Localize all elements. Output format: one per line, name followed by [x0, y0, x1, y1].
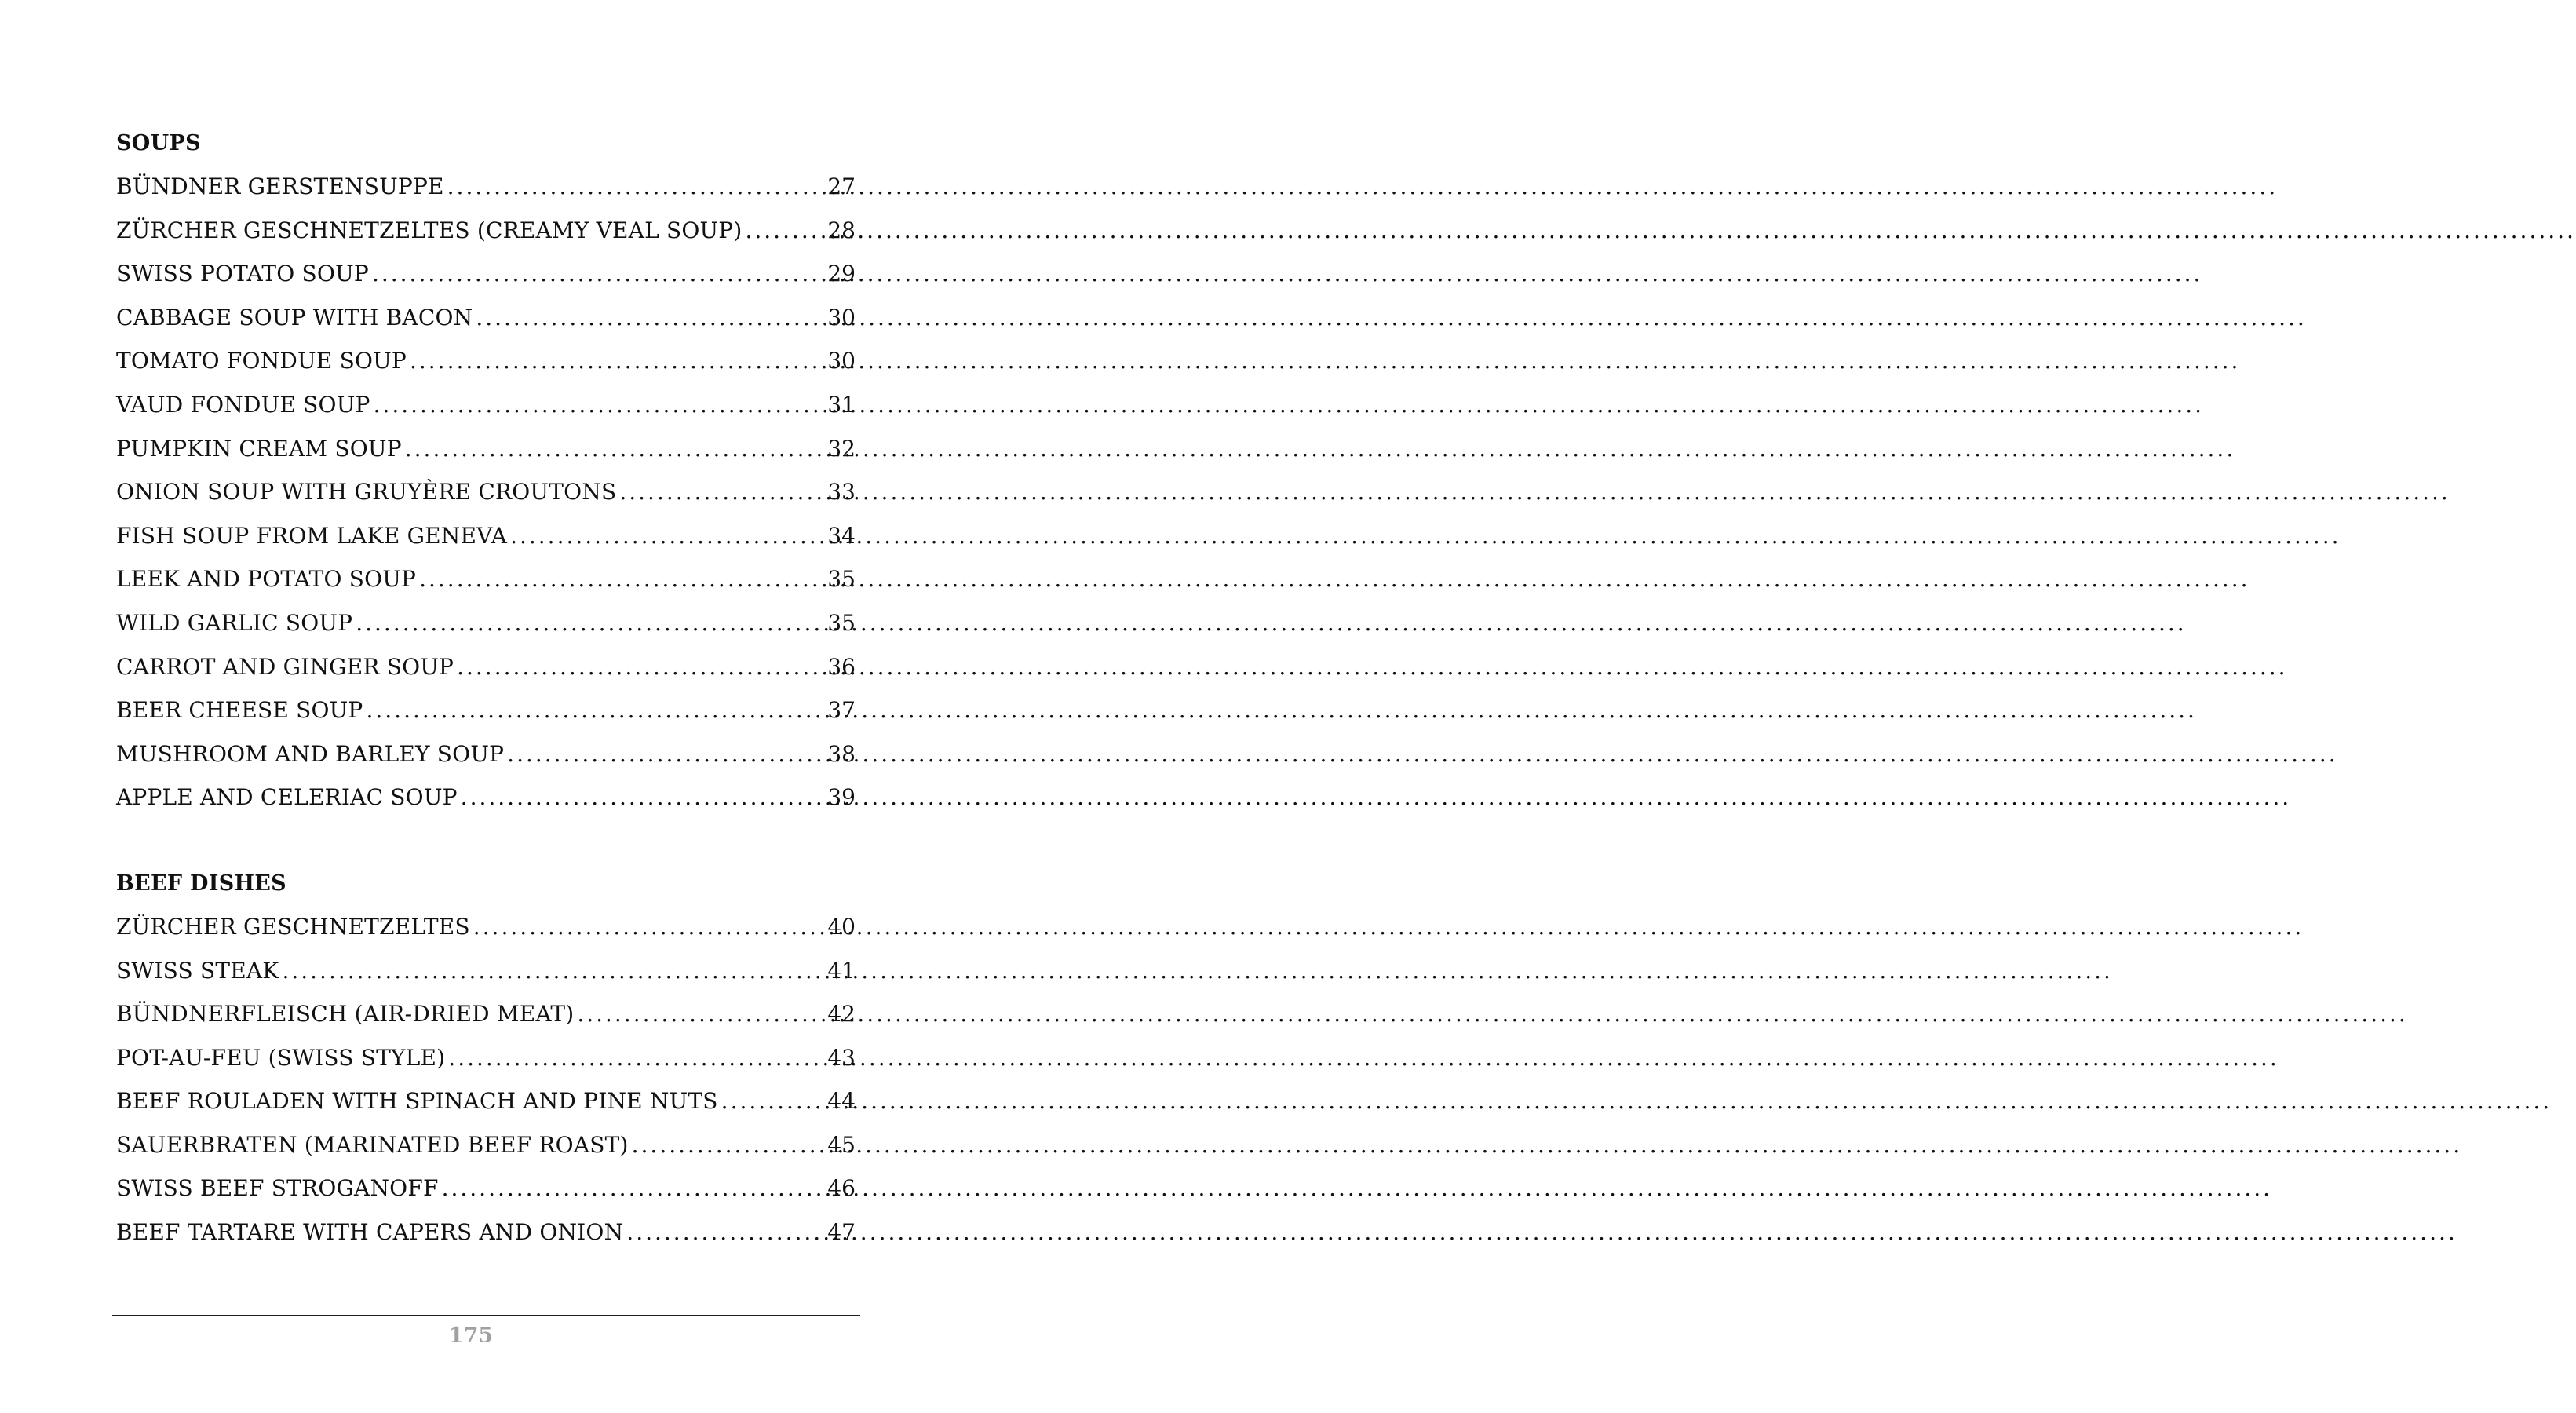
dot-leader	[457, 645, 824, 689]
toc-entry-title: CABBAGE SOUP WITH BACON	[116, 304, 473, 330]
dot-leader	[282, 949, 824, 993]
toc-entry-page: 32	[827, 435, 856, 462]
table-of-contents	[116, 122, 856, 1254]
dot-leader	[366, 688, 824, 732]
toc-entry-page: 31	[827, 391, 856, 418]
toc-entry[interactable]	[116, 1210, 856, 1254]
toc-entry-title: PUMPKIN CREAM SOUP	[116, 435, 402, 462]
toc-entry-title: BEEF TARTARE WITH CAPERS AND ONION	[116, 1219, 624, 1246]
dot-leader	[745, 209, 824, 253]
toc-entry-page: 43	[827, 1044, 856, 1071]
toc-entry-title: FISH SOUP FROM LAKE GENEVA	[116, 522, 508, 549]
toc-entry[interactable]	[116, 601, 856, 645]
toc-entry-title: BÜNDNER GERSTENSUPPE	[116, 173, 444, 199]
dot-leader	[473, 905, 825, 949]
toc-entry-page: 47	[827, 1219, 856, 1246]
toc-section-beef-dishes	[116, 862, 856, 1254]
toc-entry[interactable]	[116, 557, 856, 601]
toc-entry-page: 29	[827, 261, 856, 287]
toc-entry-title: SAUERBRATEN (MARINATED BEEF ROAST)	[116, 1131, 629, 1158]
toc-entry-list	[116, 905, 856, 1254]
toc-entry[interactable]	[116, 514, 856, 558]
toc-entry-page: 33	[827, 479, 856, 506]
toc-entry-title: POT-AU-FEU (SWISS STYLE)	[116, 1044, 446, 1071]
toc-entry-page: 35	[827, 566, 856, 593]
toc-entry[interactable]	[116, 470, 856, 514]
toc-entry-list	[116, 165, 856, 820]
dot-leader	[461, 776, 825, 820]
section-heading: SOUPS	[116, 131, 201, 155]
toc-entry[interactable]	[116, 905, 856, 949]
dot-leader	[374, 383, 825, 427]
dot-leader	[619, 470, 824, 514]
dot-leader	[405, 427, 825, 471]
dot-leader	[356, 601, 824, 645]
toc-entry[interactable]	[116, 776, 856, 820]
toc-entry[interactable]	[116, 949, 856, 993]
dot-leader	[476, 296, 824, 340]
dot-leader	[419, 557, 824, 601]
toc-entry-page: 40	[827, 913, 856, 940]
toc-entry-page: 42	[827, 1001, 856, 1028]
dot-leader	[577, 992, 824, 1036]
toc-entry[interactable]	[116, 688, 856, 732]
toc-entry[interactable]	[116, 992, 856, 1036]
toc-entry[interactable]	[116, 1167, 856, 1210]
toc-entry-page: 41	[827, 957, 856, 984]
toc-entry-title: BEER CHEESE SOUP	[116, 697, 363, 724]
toc-entry[interactable]	[116, 1079, 856, 1123]
dot-leader	[447, 165, 825, 209]
toc-entry-page: 38	[827, 740, 856, 767]
toc-entry[interactable]	[116, 339, 856, 383]
toc-entry-title: BÜNDNERFLEISCH (AIR-DRIED MEAT)	[116, 1001, 575, 1028]
toc-entry[interactable]	[116, 732, 856, 776]
section-heading: BEEF DISHES	[116, 871, 286, 896]
toc-section-soups	[116, 122, 856, 820]
toc-entry-title: VAUD FONDUE SOUP	[116, 391, 370, 418]
toc-entry-page: 28	[827, 217, 856, 243]
dot-leader	[410, 339, 824, 383]
toc-entry-title: SWISS BEEF STROGANOFF	[116, 1175, 439, 1202]
dot-leader	[448, 1036, 824, 1080]
toc-entry-page: 36	[827, 653, 856, 680]
toc-entry[interactable]	[116, 296, 856, 340]
toc-entry[interactable]	[116, 427, 856, 471]
toc-entry-page: 30	[827, 348, 856, 374]
toc-entry-page: 45	[827, 1131, 856, 1158]
toc-entry-title: APPLE AND CELERIAC SOUP	[116, 784, 458, 811]
toc-entry-page: 30	[827, 304, 856, 330]
toc-entry-page: 27	[827, 173, 856, 199]
toc-entry-page: 39	[827, 784, 856, 811]
dot-leader	[507, 732, 824, 776]
toc-entry[interactable]	[116, 1123, 856, 1167]
toc-entry-title: BEEF ROULADEN WITH SPINACH AND PINE NUTS	[116, 1088, 718, 1115]
toc-entry[interactable]	[116, 1036, 856, 1080]
toc-entry-page: 35	[827, 609, 856, 636]
toc-entry-title: WILD GARLIC SOUP	[116, 609, 353, 636]
dot-leader	[442, 1167, 825, 1210]
toc-entry-title: SWISS STEAK	[116, 957, 279, 984]
dot-leader	[626, 1210, 824, 1254]
dot-leader	[632, 1123, 825, 1167]
toc-entry-title: TOMATO FONDUE SOUP	[116, 348, 407, 374]
toc-entry-title: ZÜRCHER GESCHNETZELTES	[116, 913, 470, 940]
toc-entry-title: SWISS POTATO SOUP	[116, 261, 369, 287]
toc-entry-title: ONION SOUP WITH GRUYÈRE CROUTONS	[116, 479, 617, 506]
toc-entry-title: ZÜRCHER GESCHNETZELTES (CREAMY VEAL SOUP)	[116, 217, 743, 243]
toc-entry[interactable]	[116, 252, 856, 296]
toc-entry-page: 44	[827, 1088, 856, 1115]
toc-entry[interactable]	[116, 165, 856, 209]
toc-entry-page: 37	[827, 697, 856, 724]
toc-entry-title: CARROT AND GINGER SOUP	[116, 653, 454, 680]
toc-entry-page: 34	[827, 522, 856, 549]
toc-entry[interactable]	[116, 645, 856, 689]
toc-entry[interactable]	[116, 383, 856, 427]
toc-entry-title: MUSHROOM AND BARLEY SOUP	[116, 740, 505, 767]
footer-divider	[112, 1315, 860, 1316]
toc-entry-page: 46	[827, 1175, 856, 1202]
toc-entry[interactable]	[116, 209, 856, 253]
dot-leader	[510, 514, 824, 558]
dot-leader	[721, 1079, 825, 1123]
toc-entry-title: LEEK AND POTATO SOUP	[116, 566, 417, 593]
dot-leader	[372, 252, 824, 296]
page-number: 175	[448, 1324, 494, 1348]
